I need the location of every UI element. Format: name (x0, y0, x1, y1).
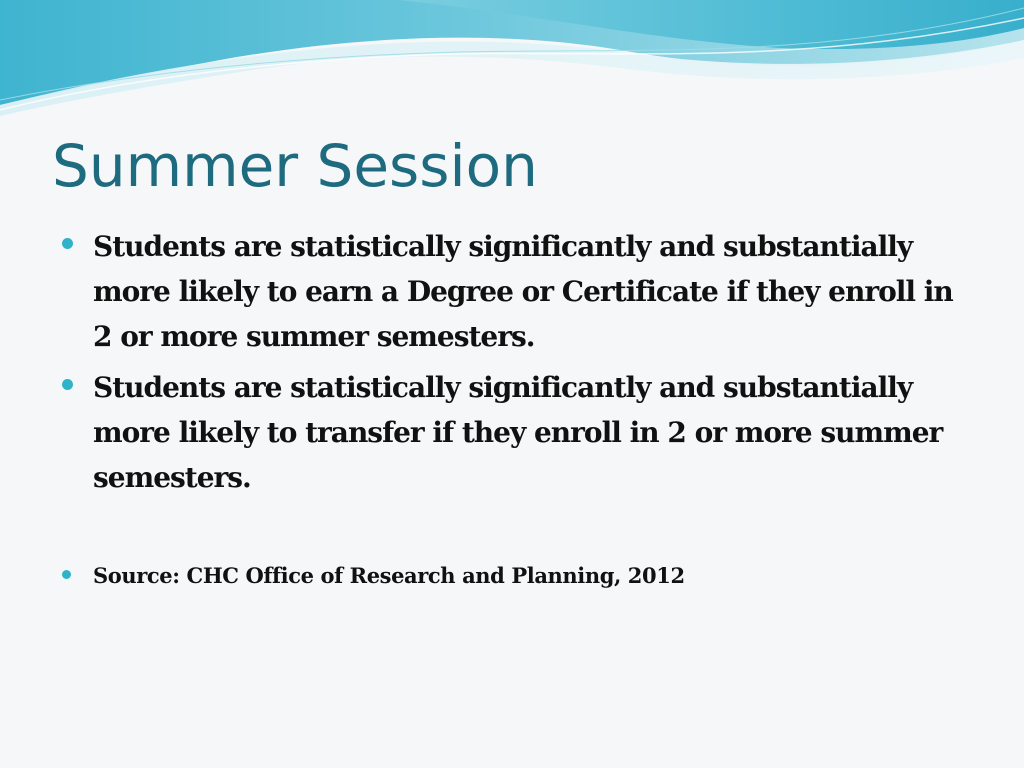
source-item (62, 560, 962, 592)
bullet-text: Students are statistically significantly and substantially more likely to earn a Degree or Certificate if they enroll in 2 or more summer semesters. (93, 230, 953, 353)
source-text: Source: CHC Office of Research and Planning, 2012 (93, 563, 685, 588)
bullet-dot-icon (62, 570, 71, 579)
bullet-item (62, 365, 962, 500)
bullet-item (62, 224, 962, 359)
bullet-dot-icon (62, 238, 73, 249)
bullet-list (62, 224, 962, 592)
header-wave-decoration (0, 0, 1024, 130)
bullet-dot-icon (62, 379, 73, 390)
slide-title: Summer Session (52, 132, 538, 200)
bullet-text: Students are statistically significantly and substantially more likely to transfer if they enroll in 2 or more summer semesters. (93, 371, 943, 494)
